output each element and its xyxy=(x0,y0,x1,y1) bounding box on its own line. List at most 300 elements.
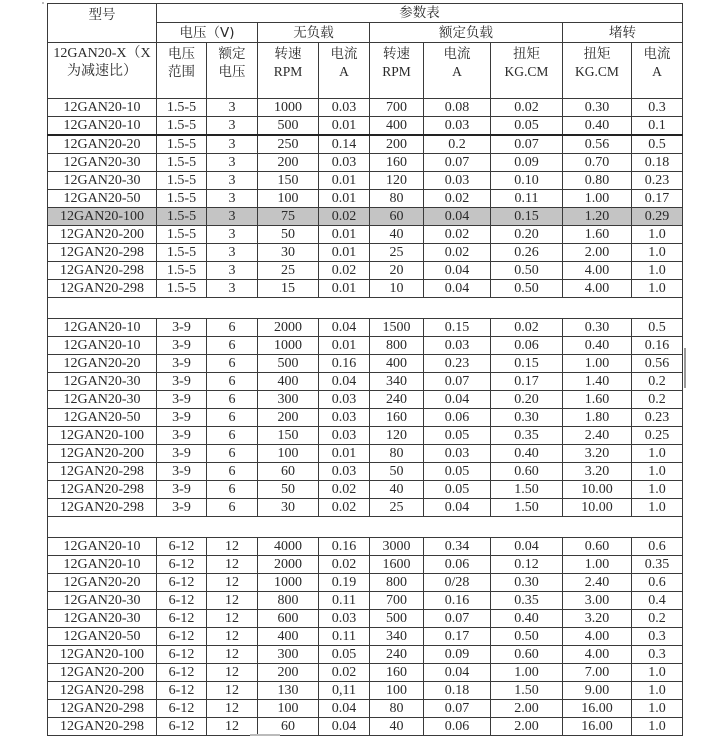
cell-rated-torque: 0.26 xyxy=(491,244,563,262)
cell-voltage-range: 3-9 xyxy=(157,355,207,373)
cell-model: 12GAN20-50 xyxy=(48,628,157,646)
cell-rated-current: 0.03 xyxy=(424,445,491,463)
cell-rated-voltage: 12 xyxy=(207,664,258,682)
cell-rated-voltage: 3 xyxy=(207,244,258,262)
cell-no-load-speed: 200 xyxy=(258,154,319,172)
cell-model: 12GAN20-30 xyxy=(48,373,157,391)
cell-stall-torque: 4.00 xyxy=(563,628,632,646)
cell-no-load-current: 0.04 xyxy=(319,373,370,391)
cell-model: 12GAN20-100 xyxy=(48,646,157,664)
cell-rated-speed: 20 xyxy=(370,262,424,280)
cell-rated-current: 0.07 xyxy=(424,154,491,172)
cell-no-load-current: 0,11 xyxy=(319,682,370,700)
cell-stall-torque: 16.00 xyxy=(563,718,632,736)
cell-rated-current: 0.06 xyxy=(424,409,491,427)
cell-rated-speed: 800 xyxy=(370,574,424,592)
cell-rated-speed: 40 xyxy=(370,226,424,244)
cell-no-load-speed: 400 xyxy=(258,373,319,391)
cell-rated-torque: 0.60 xyxy=(491,463,563,481)
cell-rated-speed: 700 xyxy=(370,592,424,610)
cell-stall-current: 0.3 xyxy=(632,99,683,117)
cell-stall-current: 1.0 xyxy=(632,445,683,463)
cell-rated-current: 0.05 xyxy=(424,481,491,499)
cell-model: 12GAN20-100 xyxy=(48,427,157,445)
cell-rated-torque: 0.50 xyxy=(491,262,563,280)
cell-stall-current: 0.5 xyxy=(632,319,683,337)
header-rated-speed: 转速 RPM xyxy=(370,43,424,99)
cell-rated-torque: 0.50 xyxy=(491,628,563,646)
cell-stall-torque: 1.80 xyxy=(563,409,632,427)
cell-rated-current: 0.18 xyxy=(424,682,491,700)
cell-no-load-speed: 1000 xyxy=(258,99,319,117)
cell-stall-torque: 2.40 xyxy=(563,574,632,592)
cell-rated-speed: 40 xyxy=(370,481,424,499)
cell-stall-torque: 10.00 xyxy=(563,499,632,517)
cell-no-load-speed: 100 xyxy=(258,700,319,718)
cell-rated-torque: 1.00 xyxy=(491,664,563,682)
cell-rated-speed: 340 xyxy=(370,373,424,391)
cell-voltage-range: 1.5-5 xyxy=(157,190,207,208)
cell-rated-current: 0.08 xyxy=(424,99,491,117)
cell-no-load-speed: 50 xyxy=(258,226,319,244)
table-row xyxy=(48,610,683,628)
cell-stall-torque: 3.20 xyxy=(563,463,632,481)
cell-rated-speed: 500 xyxy=(370,610,424,628)
cell-rated-speed: 120 xyxy=(370,172,424,190)
cell-stall-torque: 10.00 xyxy=(563,481,632,499)
cell-voltage-range: 1.5-5 xyxy=(157,154,207,172)
cell-rated-current: 0.03 xyxy=(424,337,491,355)
cell-rated-current: 0.09 xyxy=(424,646,491,664)
bottom-mark xyxy=(250,734,280,736)
cell-rated-voltage: 6 xyxy=(207,481,258,499)
cell-voltage-range: 3-9 xyxy=(157,427,207,445)
cell-rated-voltage: 6 xyxy=(207,355,258,373)
cell-rated-speed: 240 xyxy=(370,391,424,409)
cell-model: 12GAN20-30 xyxy=(48,592,157,610)
cell-no-load-speed: 60 xyxy=(258,463,319,481)
cell-rated-torque: 0.15 xyxy=(491,208,563,226)
cell-rated-current: 0.2 xyxy=(424,135,491,154)
cell-stall-current: 1.0 xyxy=(632,226,683,244)
cell-model: 12GAN20-298 xyxy=(48,463,157,481)
cell-rated-current: 0.03 xyxy=(424,117,491,136)
cell-rated-voltage: 3 xyxy=(207,190,258,208)
section-spacer xyxy=(48,517,683,538)
cell-no-load-current: 0.01 xyxy=(319,190,370,208)
table-row xyxy=(48,664,683,682)
cell-stall-torque: 2.00 xyxy=(563,244,632,262)
cell-model: 12GAN20-10 xyxy=(48,99,157,117)
cell-rated-voltage: 3 xyxy=(207,226,258,244)
cell-rated-current: 0.07 xyxy=(424,373,491,391)
cell-no-load-current: 0.01 xyxy=(319,226,370,244)
table-row xyxy=(48,556,683,574)
cell-rated-voltage: 3 xyxy=(207,208,258,226)
cell-rated-torque: 0.02 xyxy=(491,319,563,337)
cell-voltage-range: 1.5-5 xyxy=(157,208,207,226)
cell-rated-voltage: 12 xyxy=(207,700,258,718)
cell-rated-speed: 200 xyxy=(370,135,424,154)
cell-model: 12GAN20-20 xyxy=(48,574,157,592)
cell-rated-torque: 1.50 xyxy=(491,499,563,517)
cell-stall-current: 0.5 xyxy=(632,135,683,154)
cell-model: 12GAN20-10 xyxy=(48,319,157,337)
cell-model: 12GAN20-30 xyxy=(48,154,157,172)
cell-voltage-range: 1.5-5 xyxy=(157,262,207,280)
cell-rated-speed: 50 xyxy=(370,463,424,481)
cell-stall-current: 0.2 xyxy=(632,373,683,391)
header-group-no-load: 无负载 xyxy=(258,23,370,43)
cell-no-load-speed: 75 xyxy=(258,208,319,226)
cell-no-load-speed: 50 xyxy=(258,481,319,499)
cell-voltage-range: 6-12 xyxy=(157,556,207,574)
cell-rated-current: 0.06 xyxy=(424,718,491,736)
cell-rated-voltage: 3 xyxy=(207,172,258,190)
cell-rated-voltage: 3 xyxy=(207,262,258,280)
cell-rated-voltage: 6 xyxy=(207,391,258,409)
cell-no-load-speed: 500 xyxy=(258,117,319,136)
cell-stall-current: 0.2 xyxy=(632,610,683,628)
cell-model: 12GAN20-20 xyxy=(48,355,157,373)
cell-no-load-current: 0.03 xyxy=(319,99,370,117)
cell-stall-current: 1.0 xyxy=(632,718,683,736)
cell-model: 12GAN20-30 xyxy=(48,391,157,409)
table-row xyxy=(48,682,683,700)
cell-no-load-speed: 4000 xyxy=(258,538,319,556)
cell-no-load-speed: 1000 xyxy=(258,337,319,355)
cell-rated-torque: 0.40 xyxy=(491,445,563,463)
cell-rated-voltage: 6 xyxy=(207,463,258,481)
table-row xyxy=(48,574,683,592)
cell-model: 12GAN20-50 xyxy=(48,409,157,427)
cell-voltage-range: 1.5-5 xyxy=(157,117,207,136)
cell-model: 12GAN20-298 xyxy=(48,499,157,517)
cell-stall-torque: 4.00 xyxy=(563,280,632,298)
corner-mark xyxy=(42,2,44,4)
cell-model: 12GAN20-10 xyxy=(48,337,157,355)
header-group-stall: 堵转 xyxy=(563,23,683,43)
cell-voltage-range: 1.5-5 xyxy=(157,172,207,190)
cell-no-load-speed: 25 xyxy=(258,262,319,280)
cell-stall-current: 1.0 xyxy=(632,280,683,298)
cell-stall-torque: 2.40 xyxy=(563,427,632,445)
cell-voltage-range: 3-9 xyxy=(157,373,207,391)
table-row xyxy=(48,244,683,262)
cell-rated-torque: 2.00 xyxy=(491,718,563,736)
cell-model: 12GAN20-100 xyxy=(48,208,157,226)
cell-rated-speed: 80 xyxy=(370,190,424,208)
cell-rated-torque: 0.35 xyxy=(491,427,563,445)
cell-no-load-current: 0.02 xyxy=(319,499,370,517)
cell-stall-current: 0.3 xyxy=(632,628,683,646)
cell-stall-current: 0.35 xyxy=(632,556,683,574)
header-title: 参数表 xyxy=(157,4,683,23)
cell-voltage-range: 1.5-5 xyxy=(157,99,207,117)
cell-rated-torque: 0.09 xyxy=(491,154,563,172)
table-row xyxy=(48,409,683,427)
cell-rated-torque: 0.12 xyxy=(491,556,563,574)
cell-rated-torque: 0.20 xyxy=(491,391,563,409)
header-group-voltage: 电压（V) xyxy=(157,23,258,43)
cell-model: 12GAN20-200 xyxy=(48,664,157,682)
cell-voltage-range: 6-12 xyxy=(157,664,207,682)
section-spacer xyxy=(48,298,683,319)
cell-voltage-range: 6-12 xyxy=(157,718,207,736)
header-voltage-range: 电压 范围 xyxy=(157,43,207,99)
cell-rated-speed: 80 xyxy=(370,445,424,463)
cell-rated-voltage: 6 xyxy=(207,373,258,391)
cell-rated-current: 0.03 xyxy=(424,172,491,190)
cell-rated-voltage: 6 xyxy=(207,319,258,337)
cell-rated-torque: 0.11 xyxy=(491,190,563,208)
cell-no-load-current: 0.02 xyxy=(319,208,370,226)
cell-rated-current: 0/28 xyxy=(424,574,491,592)
cell-no-load-speed: 30 xyxy=(258,499,319,517)
cell-no-load-current: 0.16 xyxy=(319,538,370,556)
cell-no-load-speed: 15 xyxy=(258,280,319,298)
cell-rated-current: 0.04 xyxy=(424,391,491,409)
spacer-cell xyxy=(48,298,683,319)
cell-voltage-range: 6-12 xyxy=(157,682,207,700)
cell-stall-current: 0.3 xyxy=(632,646,683,664)
cell-no-load-current: 0.19 xyxy=(319,574,370,592)
cell-no-load-current: 0.03 xyxy=(319,409,370,427)
table-row xyxy=(48,463,683,481)
cell-model: 12GAN20-30 xyxy=(48,610,157,628)
cell-rated-current: 0.17 xyxy=(424,628,491,646)
cell-rated-current: 0.34 xyxy=(424,538,491,556)
cell-rated-voltage: 3 xyxy=(207,154,258,172)
cell-no-load-speed: 800 xyxy=(258,592,319,610)
cell-model: 12GAN20-298 xyxy=(48,481,157,499)
cell-rated-voltage: 12 xyxy=(207,610,258,628)
cell-rated-voltage: 6 xyxy=(207,409,258,427)
cell-voltage-range: 3-9 xyxy=(157,499,207,517)
cell-stall-torque: 1.20 xyxy=(563,208,632,226)
cell-stall-current: 0.18 xyxy=(632,154,683,172)
header-stall-torque: 扭矩 KG.CM xyxy=(563,43,632,99)
cell-no-load-current: 0.02 xyxy=(319,556,370,574)
header-stall-current: 电流 A xyxy=(632,43,683,99)
cell-rated-voltage: 6 xyxy=(207,445,258,463)
cell-rated-speed: 1500 xyxy=(370,319,424,337)
table-row xyxy=(48,280,683,298)
cell-rated-torque: 0.17 xyxy=(491,373,563,391)
header-rated-voltage: 额定 电压 xyxy=(207,43,258,99)
cell-rated-speed: 400 xyxy=(370,117,424,136)
table-row xyxy=(48,427,683,445)
cell-model: 12GAN20-10 xyxy=(48,556,157,574)
cell-voltage-range: 3-9 xyxy=(157,409,207,427)
cell-rated-voltage: 3 xyxy=(207,117,258,136)
cell-no-load-speed: 150 xyxy=(258,172,319,190)
cell-no-load-current: 0.01 xyxy=(319,172,370,190)
cell-no-load-speed: 500 xyxy=(258,355,319,373)
cell-rated-speed: 1600 xyxy=(370,556,424,574)
cell-model: 12GAN20-200 xyxy=(48,445,157,463)
cell-rated-current: 0.06 xyxy=(424,556,491,574)
cell-rated-current: 0.16 xyxy=(424,592,491,610)
header-rated-current: 电流 A xyxy=(424,43,491,99)
cell-rated-voltage: 12 xyxy=(207,574,258,592)
cell-rated-torque: 0.30 xyxy=(491,409,563,427)
cell-voltage-range: 1.5-5 xyxy=(157,244,207,262)
cell-rated-voltage: 12 xyxy=(207,628,258,646)
cell-voltage-range: 1.5-5 xyxy=(157,226,207,244)
cell-rated-current: 0.04 xyxy=(424,664,491,682)
cell-voltage-range: 6-12 xyxy=(157,646,207,664)
table-row xyxy=(48,172,683,190)
table-row xyxy=(48,700,683,718)
table-row xyxy=(48,226,683,244)
cell-stall-current: 1.0 xyxy=(632,463,683,481)
cell-stall-torque: 3.00 xyxy=(563,592,632,610)
cell-no-load-current: 0.02 xyxy=(319,481,370,499)
cell-stall-current: 0.17 xyxy=(632,190,683,208)
cell-no-load-current: 0.16 xyxy=(319,355,370,373)
cell-rated-voltage: 12 xyxy=(207,682,258,700)
cell-voltage-range: 1.5-5 xyxy=(157,135,207,154)
cell-model: 12GAN20-298 xyxy=(48,244,157,262)
cell-rated-current: 0.04 xyxy=(424,262,491,280)
cell-no-load-current: 0.03 xyxy=(319,463,370,481)
cell-stall-current: 1.0 xyxy=(632,244,683,262)
table-row xyxy=(48,99,683,117)
table-row xyxy=(48,718,683,736)
cell-no-load-current: 0.05 xyxy=(319,646,370,664)
header-no-load-current: 电流 A xyxy=(319,43,370,99)
cell-rated-voltage: 6 xyxy=(207,337,258,355)
table-row xyxy=(48,628,683,646)
cell-stall-current: 0.6 xyxy=(632,538,683,556)
cell-voltage-range: 6-12 xyxy=(157,628,207,646)
table-row xyxy=(48,135,683,154)
table-row xyxy=(48,154,683,172)
cell-rated-torque: 0.15 xyxy=(491,355,563,373)
cell-stall-current: 0.1 xyxy=(632,117,683,136)
cell-no-load-speed: 200 xyxy=(258,409,319,427)
cell-no-load-speed: 60 xyxy=(258,718,319,736)
cell-no-load-speed: 2000 xyxy=(258,319,319,337)
cell-stall-current: 1.0 xyxy=(632,499,683,517)
cell-no-load-current: 0.01 xyxy=(319,445,370,463)
cell-rated-current: 0.04 xyxy=(424,208,491,226)
cell-model: 12GAN20-20 xyxy=(48,135,157,154)
cell-model: 12GAN20-298 xyxy=(48,280,157,298)
header-group-rated-load: 额定负载 xyxy=(370,23,563,43)
table-row xyxy=(48,117,683,136)
cell-model: 12GAN20-298 xyxy=(48,718,157,736)
cell-no-load-current: 0.01 xyxy=(319,337,370,355)
cell-rated-speed: 160 xyxy=(370,154,424,172)
cell-stall-torque: 1.00 xyxy=(563,556,632,574)
cell-stall-torque: 1.00 xyxy=(563,355,632,373)
cell-model: 12GAN20-10 xyxy=(48,117,157,136)
cell-rated-torque: 2.00 xyxy=(491,700,563,718)
cell-voltage-range: 1.5-5 xyxy=(157,280,207,298)
cell-rated-speed: 340 xyxy=(370,628,424,646)
cell-rated-torque: 0.02 xyxy=(491,99,563,117)
cell-voltage-range: 3-9 xyxy=(157,463,207,481)
cell-rated-voltage: 12 xyxy=(207,556,258,574)
cell-stall-current: 0.29 xyxy=(632,208,683,226)
cell-stall-current: 0.23 xyxy=(632,409,683,427)
table-row xyxy=(48,208,683,226)
cell-stall-current: 0.25 xyxy=(632,427,683,445)
cell-no-load-speed: 100 xyxy=(258,445,319,463)
cell-model: 12GAN20-298 xyxy=(48,262,157,280)
cell-model: 12GAN20-200 xyxy=(48,226,157,244)
cell-model: 12GAN20-298 xyxy=(48,700,157,718)
cell-stall-current: 0.6 xyxy=(632,574,683,592)
spacer-cell xyxy=(48,517,683,538)
cell-rated-torque: 0.50 xyxy=(491,280,563,298)
cell-rated-current: 0.04 xyxy=(424,280,491,298)
cell-stall-torque: 4.00 xyxy=(563,646,632,664)
table-row xyxy=(48,319,683,337)
cell-stall-current: 0.2 xyxy=(632,391,683,409)
cell-stall-current: 1.0 xyxy=(632,481,683,499)
cell-stall-torque: 4.00 xyxy=(563,262,632,280)
cell-no-load-current: 0.03 xyxy=(319,154,370,172)
cell-rated-torque: 0.06 xyxy=(491,337,563,355)
cell-no-load-speed: 2000 xyxy=(258,556,319,574)
cell-stall-torque: 1.60 xyxy=(563,226,632,244)
cell-rated-voltage: 12 xyxy=(207,592,258,610)
cell-rated-voltage: 3 xyxy=(207,99,258,117)
cell-no-load-speed: 250 xyxy=(258,135,319,154)
cell-voltage-range: 6-12 xyxy=(157,610,207,628)
cell-no-load-current: 0.01 xyxy=(319,280,370,298)
cell-stall-current: 1.0 xyxy=(632,664,683,682)
cell-rated-torque: 0.40 xyxy=(491,610,563,628)
cell-stall-current: 0.56 xyxy=(632,355,683,373)
cell-no-load-speed: 300 xyxy=(258,391,319,409)
cell-rated-speed: 800 xyxy=(370,337,424,355)
table-row xyxy=(48,262,683,280)
cell-stall-torque: 0.56 xyxy=(563,135,632,154)
cell-model: 12GAN20-298 xyxy=(48,682,157,700)
cell-rated-torque: 0.35 xyxy=(491,592,563,610)
cell-rated-voltage: 6 xyxy=(207,499,258,517)
cell-no-load-speed: 130 xyxy=(258,682,319,700)
cell-model: 12GAN20-50 xyxy=(48,190,157,208)
cell-stall-torque: 3.20 xyxy=(563,610,632,628)
cell-no-load-current: 0.03 xyxy=(319,610,370,628)
cell-stall-torque: 3.20 xyxy=(563,445,632,463)
cell-no-load-current: 0.04 xyxy=(319,718,370,736)
table-row xyxy=(48,481,683,499)
cell-no-load-speed: 400 xyxy=(258,628,319,646)
spec-table-container xyxy=(47,3,683,736)
cell-rated-torque: 0.30 xyxy=(491,574,563,592)
cell-rated-current: 0.15 xyxy=(424,319,491,337)
cell-rated-torque: 0.07 xyxy=(491,135,563,154)
header-rated-torque: 扭矩 KG.CM xyxy=(491,43,563,99)
cell-voltage-range: 6-12 xyxy=(157,538,207,556)
table-row xyxy=(48,445,683,463)
cell-rated-current: 0.07 xyxy=(424,700,491,718)
cell-rated-voltage: 6 xyxy=(207,427,258,445)
cell-rated-torque: 0.04 xyxy=(491,538,563,556)
cell-stall-torque: 16.00 xyxy=(563,700,632,718)
cell-no-load-current: 0.01 xyxy=(319,244,370,262)
cell-no-load-speed: 1000 xyxy=(258,574,319,592)
cell-no-load-speed: 150 xyxy=(258,427,319,445)
table-row xyxy=(48,499,683,517)
cell-voltage-range: 6-12 xyxy=(157,700,207,718)
